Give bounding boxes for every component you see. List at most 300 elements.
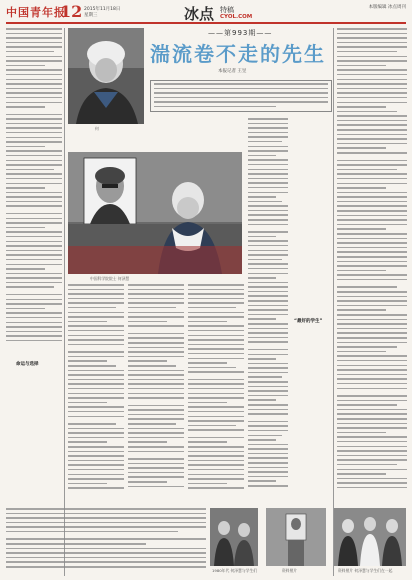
text-line [6, 205, 62, 207]
text-line [6, 561, 206, 563]
text-line [337, 305, 407, 307]
text-line [248, 245, 288, 247]
text-line [128, 289, 184, 291]
text-line [128, 347, 184, 349]
text-line [6, 548, 206, 550]
text-line [188, 393, 244, 395]
text-line [248, 123, 288, 125]
text-line [128, 428, 184, 430]
text-line [337, 173, 407, 175]
text-line [248, 118, 288, 120]
text-line [337, 102, 407, 104]
text-line [68, 298, 124, 300]
subheading: 命运与选择 [16, 362, 39, 367]
text-line [337, 400, 407, 402]
text-line [128, 356, 184, 358]
text-line [337, 455, 407, 457]
text-line [68, 360, 107, 362]
text-line [337, 383, 407, 385]
text-line [248, 358, 276, 360]
text-line [248, 386, 288, 388]
text-line [6, 137, 62, 139]
text-line [6, 222, 62, 224]
text-column-6 [292, 118, 332, 504]
text-line [6, 83, 62, 85]
text-line [188, 293, 244, 295]
text-line [248, 214, 288, 216]
text-line [68, 293, 124, 295]
top-photo-caption: 何 [95, 126, 99, 131]
text-line [68, 441, 107, 443]
text-line [248, 192, 288, 194]
text-line [337, 56, 407, 58]
text-line [337, 482, 407, 484]
text-line [68, 365, 116, 367]
text-line [337, 256, 407, 258]
text-line [128, 458, 184, 460]
text-line [6, 552, 206, 554]
text-line [248, 286, 288, 288]
text-line [337, 160, 407, 162]
text-line [337, 138, 407, 140]
text-line [6, 150, 62, 152]
text-line [248, 141, 282, 143]
text-line [6, 74, 62, 76]
text-line [6, 118, 62, 120]
text-line [6, 538, 206, 540]
text-line [188, 316, 244, 318]
text-line [248, 476, 288, 478]
text-line [337, 178, 407, 180]
text-line [248, 224, 288, 226]
text-line [248, 268, 288, 270]
text-line [248, 328, 288, 330]
text-line [188, 367, 236, 369]
text-line [6, 268, 45, 270]
text-line [337, 69, 407, 71]
text-line [128, 414, 184, 416]
text-line [337, 143, 407, 145]
text-line [6, 69, 62, 71]
text-line [248, 263, 288, 265]
text-line [188, 321, 227, 323]
text-line [248, 164, 288, 166]
text-line [337, 296, 407, 298]
text-line [248, 127, 288, 129]
text-line [6, 340, 62, 342]
text-line [337, 228, 386, 230]
text-column-4 [188, 284, 244, 504]
text-line [6, 42, 62, 44]
text-line [6, 160, 62, 162]
text-line [337, 92, 407, 94]
text-line [337, 129, 407, 131]
text-line [337, 238, 407, 240]
text-line [337, 33, 407, 35]
text-line [6, 51, 54, 53]
text-line [68, 344, 124, 346]
text-line [337, 360, 407, 362]
text-line [6, 543, 146, 545]
text-line [6, 241, 62, 243]
text-line [6, 173, 62, 175]
text-line [248, 178, 288, 180]
text-line [337, 183, 407, 185]
text-line [337, 409, 407, 411]
text-line [6, 531, 178, 533]
text-line [188, 344, 244, 346]
text-line [6, 312, 62, 314]
text-line [337, 169, 397, 171]
text-line [337, 279, 407, 281]
text-line [68, 397, 124, 399]
text-line [248, 305, 288, 307]
text-line [68, 451, 124, 453]
text-line [128, 467, 184, 469]
text-line [6, 92, 62, 94]
text-line [6, 286, 54, 288]
text-line [188, 312, 244, 314]
text-line [248, 425, 288, 427]
masthead [6, 4, 406, 24]
text-line [337, 319, 407, 321]
text-line [248, 471, 288, 473]
text-line [337, 152, 407, 154]
text-column-2 [68, 284, 124, 504]
text-line [337, 106, 386, 108]
text-line [337, 337, 407, 339]
text-line [337, 164, 407, 166]
text-line [6, 28, 62, 30]
page-number: 12 [60, 2, 83, 21]
text-line [188, 397, 244, 399]
text-line [128, 405, 184, 407]
text-line [6, 114, 62, 116]
text-line [337, 369, 407, 371]
text-line [337, 436, 407, 438]
text-line [337, 413, 407, 415]
text-line [6, 169, 54, 171]
text-line [337, 328, 407, 330]
text-line [6, 183, 62, 185]
text-line [337, 205, 407, 207]
text-line [248, 219, 288, 221]
text-line [337, 314, 407, 316]
text-line [6, 56, 62, 58]
text-line [68, 370, 124, 372]
headline: 湍流卷不走的先生 [150, 42, 326, 66]
text-line [68, 383, 124, 385]
text-line [128, 441, 167, 443]
text-line [248, 381, 288, 383]
text-line [188, 420, 244, 422]
text-line [6, 227, 45, 229]
text-line [188, 460, 244, 462]
text-line [6, 294, 62, 296]
text-line [128, 325, 184, 327]
text-line [248, 444, 288, 446]
text-line [248, 201, 282, 203]
text-line [337, 37, 407, 39]
text-line [188, 469, 244, 471]
text-line [68, 307, 116, 309]
text-line [248, 240, 288, 242]
text-line [128, 397, 184, 399]
text-line [128, 316, 184, 318]
text-line [248, 187, 288, 189]
byline: 本报记者 王昱 [218, 69, 247, 74]
text-line [6, 282, 62, 284]
text-line [188, 437, 244, 439]
text-line [337, 459, 407, 461]
text-line [6, 513, 206, 515]
text-line [6, 97, 62, 99]
text-line [128, 337, 184, 339]
text-line [68, 356, 124, 358]
text-line [6, 65, 45, 67]
text-line [337, 42, 407, 44]
text-line [248, 300, 288, 302]
text-line [337, 418, 407, 420]
text-line [337, 342, 407, 344]
text-line [128, 481, 167, 483]
text-line [248, 439, 276, 441]
text-line [337, 270, 386, 272]
text-line [68, 487, 124, 489]
text-line [337, 404, 397, 406]
text-line [248, 295, 288, 297]
website-link[interactable]: CYOL.COM [220, 14, 253, 20]
text-line [337, 286, 397, 288]
text-line [337, 464, 397, 466]
bottom-photo-right [334, 508, 406, 566]
text-line [6, 331, 62, 333]
text-line [188, 478, 244, 480]
text-line [68, 388, 124, 390]
text-line [188, 379, 244, 381]
bottom-photo-middle [266, 508, 326, 566]
text-line [337, 111, 397, 113]
text-line [128, 446, 184, 448]
text-line [68, 302, 124, 304]
text-line [248, 282, 288, 284]
text-line [337, 351, 386, 353]
text-line [188, 406, 244, 408]
text-line [248, 182, 288, 184]
text-line [6, 132, 62, 134]
text-column-1-lower [6, 360, 62, 500]
text-line [6, 46, 62, 48]
text-line [337, 374, 407, 376]
text-line [128, 333, 184, 335]
text-line [6, 146, 45, 148]
text-line [128, 451, 184, 453]
text-line [248, 155, 276, 157]
text-line [337, 242, 407, 244]
text-line [337, 346, 397, 348]
text-line [128, 321, 167, 323]
text-line [248, 132, 288, 134]
text-line [6, 88, 62, 90]
text-line [6, 192, 62, 194]
text-line [6, 250, 62, 252]
text-line [248, 354, 288, 356]
text-line [248, 150, 288, 152]
text-line [128, 307, 176, 309]
text-line [337, 219, 407, 221]
text-line [337, 251, 407, 253]
text-line [188, 388, 244, 390]
text-line [128, 351, 184, 353]
text-line [337, 28, 407, 30]
text-line [188, 307, 236, 309]
text-line [188, 362, 227, 364]
text-line [188, 335, 244, 337]
text-bottom-strip [6, 508, 206, 574]
text-line [128, 432, 184, 434]
text-line [6, 557, 206, 559]
section-subtitle: 特稿 [220, 6, 234, 14]
text-line [188, 425, 236, 427]
text-line [6, 236, 62, 238]
text-line [248, 421, 288, 423]
text-line [128, 476, 184, 478]
text-line [6, 79, 62, 81]
text-line [248, 291, 288, 293]
text-line [248, 363, 288, 365]
text-line [337, 300, 407, 302]
text-line [337, 147, 386, 149]
text-line [6, 508, 206, 510]
text-line [248, 409, 288, 411]
text-line [337, 355, 407, 357]
section-title: 冰点 [184, 5, 215, 23]
text-line [128, 302, 184, 304]
text-line [248, 404, 288, 406]
text-line [6, 522, 206, 524]
text-line [128, 409, 184, 411]
text-line [68, 416, 124, 418]
text-line [337, 323, 407, 325]
text-line [6, 123, 62, 125]
text-line [337, 427, 407, 429]
text-line [337, 83, 407, 85]
text-line [6, 303, 62, 305]
text-line [68, 406, 124, 408]
text-line [128, 486, 184, 488]
text-line [248, 367, 288, 369]
text-line [6, 517, 206, 519]
text-line [6, 308, 45, 310]
text-line [128, 293, 184, 295]
text-line [6, 231, 62, 233]
text-line [6, 326, 62, 328]
text-line [337, 224, 407, 226]
text-line [6, 245, 62, 247]
text-line [188, 474, 244, 476]
issue-number: ——第993期—— [208, 29, 273, 37]
text-line [188, 348, 244, 350]
text-line [248, 376, 282, 378]
text-line [248, 448, 288, 450]
text-line [128, 312, 184, 314]
text-line [6, 106, 45, 108]
text-line [188, 483, 227, 485]
text-line [128, 388, 184, 390]
text-line [68, 330, 124, 332]
text-line [248, 309, 288, 311]
bottom-photo-left [210, 508, 258, 566]
text-line [337, 74, 407, 76]
text-line [68, 284, 124, 286]
main-photo [68, 152, 242, 274]
text-line [6, 178, 62, 180]
text-line [6, 164, 62, 166]
text-line [248, 146, 288, 148]
text-line [188, 455, 244, 457]
text-line [248, 318, 276, 320]
text-line [337, 432, 386, 434]
text-line [188, 487, 244, 489]
text-line [337, 120, 407, 122]
text-line [337, 196, 407, 198]
text-line [337, 378, 407, 380]
text-line [248, 196, 276, 198]
subheading: “最好的学生” [294, 319, 323, 324]
text-line [128, 418, 184, 420]
text-line [248, 372, 288, 374]
text-line [337, 115, 407, 117]
text-line [248, 332, 288, 334]
text-line [6, 317, 62, 319]
text-line [248, 205, 288, 207]
text-line [248, 341, 288, 343]
text-line [248, 349, 288, 351]
text-line [337, 192, 407, 194]
text-line [337, 309, 386, 311]
text-line [128, 463, 184, 465]
lead-box [150, 80, 332, 112]
text-line [248, 413, 288, 415]
text-line [188, 325, 244, 327]
text-line [6, 196, 62, 198]
text-line [248, 480, 276, 482]
text-line [337, 291, 407, 293]
text-line [337, 446, 407, 448]
text-line [68, 411, 124, 413]
text-line [337, 88, 407, 90]
text-line [248, 254, 288, 256]
text-line [337, 134, 407, 136]
text-line [337, 210, 407, 212]
text-line [248, 485, 288, 487]
text-line [6, 218, 62, 220]
text-line [6, 187, 45, 189]
text-line [337, 79, 407, 81]
text-line [248, 453, 288, 455]
text-line [337, 60, 407, 62]
text-line [337, 215, 407, 217]
text-column-7 [337, 28, 407, 504]
text-line [6, 60, 62, 62]
text-line [68, 289, 124, 291]
text-line [337, 388, 407, 390]
text-line [188, 339, 244, 341]
text-line [337, 450, 407, 452]
issue-date: 2015年11月18日 星期三 [84, 7, 121, 18]
text-line [248, 169, 288, 171]
text-line [248, 250, 288, 252]
